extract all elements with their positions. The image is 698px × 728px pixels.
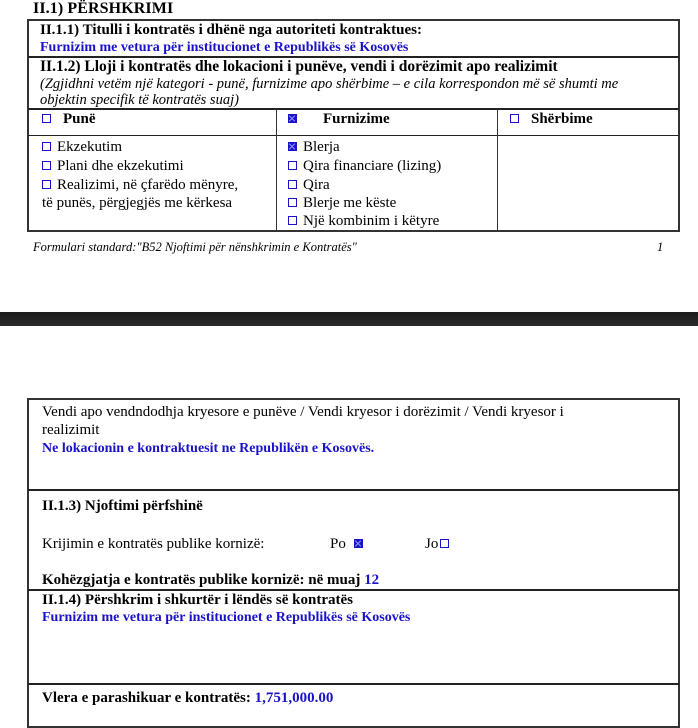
divider xyxy=(28,108,679,110)
divider xyxy=(28,489,679,491)
option-blerje-me-keste[interactable]: Blerje me këste xyxy=(288,195,396,212)
category-sherbime[interactable]: Shërbime xyxy=(510,111,593,128)
divider xyxy=(28,683,679,685)
option-qira[interactable]: Qira xyxy=(288,177,330,194)
checkbox-sherbime[interactable] xyxy=(510,114,519,123)
page-separator xyxy=(0,312,698,326)
page-number: 1 xyxy=(657,240,664,254)
checkbox-framework-yes[interactable] xyxy=(354,539,363,548)
framework-duration: Kohëzgjatja e kontratës publike kornizë: në muaj 12 xyxy=(42,572,380,588)
contract-title-value: Furnizim me vetura për institucionet e Republikës së Kosovës xyxy=(40,40,409,55)
option-kombinim[interactable]: Një kombinim i këtyre xyxy=(288,213,439,230)
framework-duration-value: 12 xyxy=(364,572,380,588)
option-realizimi-cont: të punës, përgjegjës me kërkesa xyxy=(42,195,233,211)
divider xyxy=(28,135,679,136)
divider xyxy=(28,589,679,591)
option-realizimi[interactable]: Realizimi, në çfarëdo mënyre, xyxy=(42,177,238,194)
column-divider xyxy=(276,109,277,231)
checkbox-qira-financiare[interactable] xyxy=(288,161,297,170)
location-label-line2: realizimit xyxy=(42,422,100,438)
framework-contract-label: Krijimin e kontratës publike kornizë: xyxy=(42,536,265,552)
notice-includes-label: II.1.3) Njoftimi përfshinë xyxy=(42,498,203,514)
checkbox-qira[interactable] xyxy=(288,180,297,189)
option-qira-financiare[interactable]: Qira financiare (lizing) xyxy=(288,158,441,175)
estimated-value-amount: 1,751,000.00 xyxy=(254,690,334,706)
short-description-label: II.1.4) Përshkrim i shkurtër i lëndës së kontratës xyxy=(42,592,353,608)
contract-type-note-line2: objektin specifik të kontratës suaj) xyxy=(40,92,239,108)
section-title: II.1) PËRSHKRIMI xyxy=(33,0,174,17)
option-ekzekutim[interactable]: Ekzekutim xyxy=(42,139,122,156)
short-description-value: Furnizim me vetura për institucionet e Republikës së Kosovës xyxy=(42,610,411,625)
checkbox-kombinim[interactable] xyxy=(288,216,297,225)
title-label: II.1.1) Titulli i kontratës i dhënë nga autoriteti kontraktues: xyxy=(40,22,422,38)
option-blerja[interactable]: Blerja xyxy=(288,139,340,156)
checkbox-framework-no[interactable] xyxy=(440,539,449,548)
contract-type-label: II.1.2) Lloji i kontratës dhe lokacioni i punëve, vendi i dorëzimit apo realizimit xyxy=(40,58,558,75)
checkbox-furnizime[interactable] xyxy=(288,114,297,123)
option-plani[interactable]: Plani dhe ekzekutimi xyxy=(42,158,184,175)
category-furnizime[interactable]: Furnizime xyxy=(288,111,390,128)
checkbox-plani[interactable] xyxy=(42,161,51,170)
checkbox-ekzekutim[interactable] xyxy=(42,142,51,151)
framework-no-option[interactable]: Jo xyxy=(425,536,455,553)
checkbox-realizimi[interactable] xyxy=(42,180,51,189)
contract-type-note-line1: (Zgjidhni vetëm një kategori - punë, furnizime apo shërbime – e cila korrespondon më së shumti me xyxy=(40,76,619,92)
form-footer: Formulari standard:"B52 Njoftimi për nënshkrimin e Kontratës" xyxy=(33,240,357,254)
estimated-value: Vlera e parashikuar e kontratës: 1,751,000.00 xyxy=(42,690,334,706)
framework-yes-option[interactable]: Po xyxy=(330,536,369,553)
checkbox-blerje-me-keste[interactable] xyxy=(288,198,297,207)
checkbox-blerja[interactable] xyxy=(288,142,297,151)
category-pune[interactable]: Punë xyxy=(42,111,96,128)
location-label-line1: Vendi apo vendndodhja kryesore e punëve / Vendi kryesor i dorëzimit / Vendi kryesor i xyxy=(42,404,564,420)
checkbox-pune[interactable] xyxy=(42,114,51,123)
column-divider xyxy=(497,109,498,231)
location-value: Ne lokacionin e kontraktuesit ne Republikën e Kosovës. xyxy=(42,441,375,456)
